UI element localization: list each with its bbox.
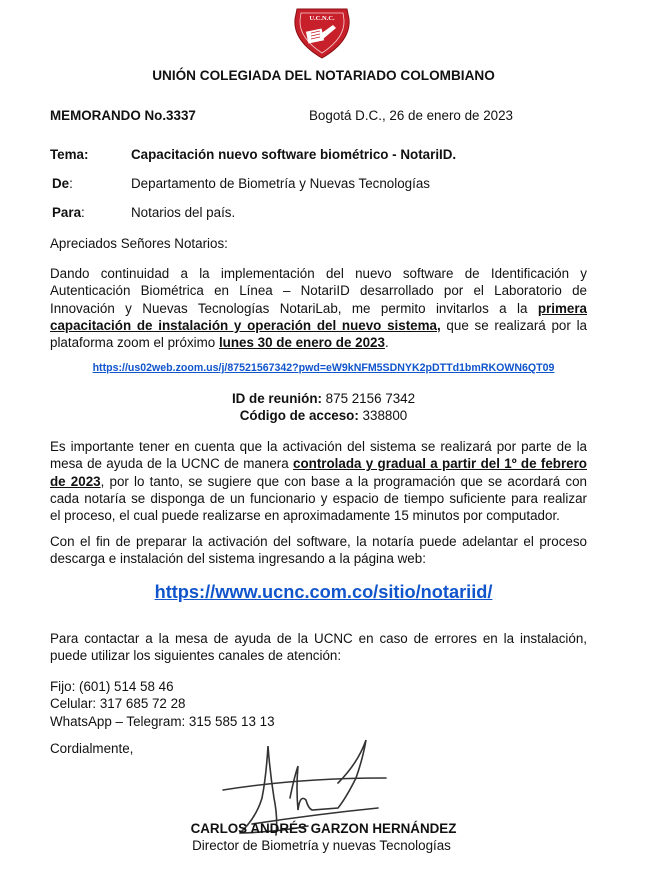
p1-text: plataforma zoom el próximo [50,335,219,351]
contact-list [50,678,275,730]
access-code-label: Código de acceso: [239,408,359,423]
paragraph-activation [50,438,587,524]
p2-emphasis: de 2023 [50,473,101,489]
paragraph-invitation [50,265,587,351]
web-link-container [0,582,647,603]
shield-emblem-icon [287,5,357,60]
p2-line: Es importante tener en cuenta que la activación del sistema se realizará por parte de la [50,439,587,454]
zoom-meeting-link[interactable]: https://us02web.zoom.us/j/87521567342?pwd=eW9kNFM5SDNYK2pDTTd1bmRKOWN6QT09 [92,362,555,374]
p2-line [50,473,587,490]
memo-date: Bogotá D.C., 26 de enero de 2023 [309,108,513,123]
de-label-text: De [52,176,70,191]
para-label [52,205,85,220]
p1-date-emphasis: lunes 30 de enero de 2023 [218,335,385,351]
access-code-value: 338800 [358,408,408,423]
p4-line: Para contactar a la mesa de ayuda de la UCNC en caso de errores en la instalación, [50,631,587,646]
p2-emphasis: controlada y gradual a partir del 1º de febrero [293,456,587,472]
p1-emphasis: primera [537,300,587,316]
greeting: Apreciados Señores Notarios: [50,236,228,251]
contact-whatsapp-telegram: WhatsApp – Telegram: 315 585 13 13 [50,713,275,729]
para-label-text: Para [52,205,82,220]
p1-line [50,317,587,334]
p2-text: mesa de ayuda de la UCNC de manera [50,456,294,472]
contact-fijo: Fijo: (601) 514 58 46 [50,679,174,694]
contact-celular: Celular: 317 685 72 28 [50,696,186,712]
p3-line: Con el fin de preparar la activación del software, la notaría puede adelantar el proceso [50,534,587,549]
signer-name: CARLOS ANDRÉS GARZON HERNÁNDEZ [190,821,457,836]
access-code [0,408,647,423]
ucnc-logo [287,5,357,60]
de-value: Departamento de Biometría y Nuevas Tecnologías [131,176,430,191]
memo-number: MEMORANDO No.3337 [50,108,196,123]
zoom-link-container [0,362,647,374]
notariid-web-link[interactable]: https://www.ucnc.com.co/sitio/notariid/ [154,582,493,602]
p1-text: Innovación y Nuevas Tecnologías NotariLab, me permito invitarlos a la [50,300,538,316]
meeting-id-value: 875 2156 7342 [321,391,416,406]
p1-line [50,300,587,317]
paragraph-contact [50,630,587,665]
para-colon: : [81,205,85,220]
p1-line: Dando continuidad a la implementación del nuevo software de Identificación y [50,266,587,281]
p1-emphasis: capacitación de instalación y operación del nuevo sistema, [50,317,441,333]
p4-line: puede utilizar los siguientes canales de atención: [50,648,342,664]
logo-text: U.C.N.C. [309,15,335,22]
de-label [52,176,73,191]
de-colon: : [69,176,73,191]
p2-line: el proceso, el cual puede realizarse en aproximadamente 15 minutos por computador. [50,508,560,524]
p1-text: . [384,335,389,351]
meeting-id-label: ID de reunión: [231,391,322,406]
p1-line: Autenticación Biométrica en Línea – NotariID desarrollado por el Laboratorio de [50,283,587,299]
meeting-id [0,391,647,406]
signer-title: Director de Biometría y nuevas Tecnologías [192,838,451,853]
p2-text: , por lo tanto, se sugiere que con base a la programación que se acordará con [100,473,587,489]
p1-line [50,334,587,351]
organization-title: UNIÓN COLEGIADA DEL NOTARIADO COLOMBIANO [152,68,495,83]
para-value: Notarios del país. [131,205,236,220]
closing: Cordialmente, [50,741,134,756]
p2-line: cada notaría se disponga de un funcionario y espacio de tiempo suficiente para realizar [50,490,587,506]
p3-line: descarga e instalación del sistema ingresando a la página web: [50,551,426,567]
paragraph-download [50,533,587,568]
tema-value: Capacitación nuevo software biométrico - NotariID. [131,147,457,162]
tema-label: Tema: [50,147,89,162]
p1-text: que se realizará por la [440,317,587,333]
p2-line [50,455,587,472]
signer-block [0,821,647,853]
